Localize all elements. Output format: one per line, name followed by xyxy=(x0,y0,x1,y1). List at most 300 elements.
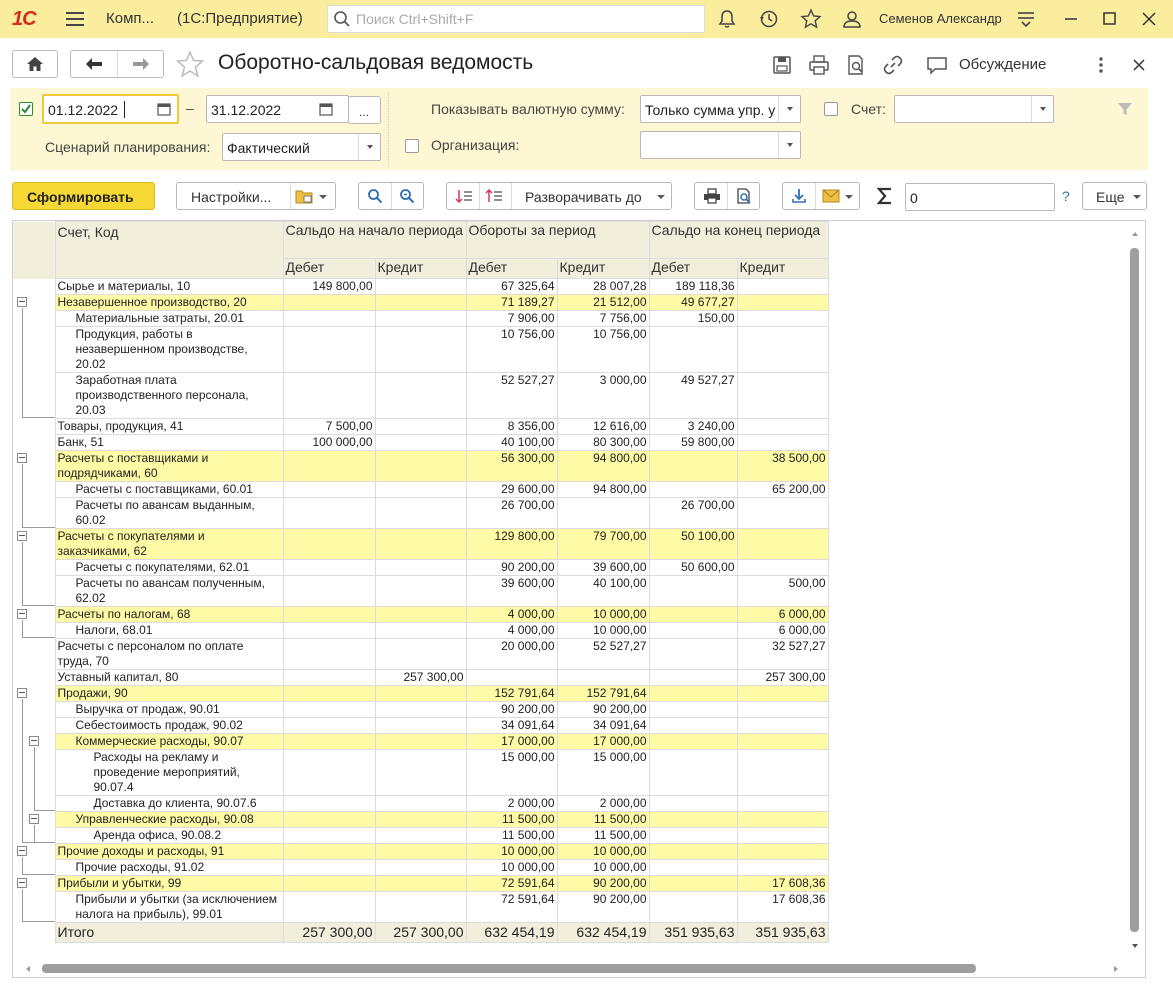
table-row[interactable] xyxy=(13,560,828,576)
bell-icon[interactable] xyxy=(716,8,738,30)
collapse-group-icon[interactable] xyxy=(17,846,27,856)
calendar-icon[interactable] xyxy=(319,102,333,116)
maximize-icon[interactable] xyxy=(1099,8,1121,30)
account-name-cell[interactable]: Прочие расходы, 91.02 xyxy=(55,860,283,876)
account-name-cell[interactable]: Заработная плата производственного персонала, 20.03 xyxy=(55,373,283,419)
forward-button[interactable] xyxy=(118,51,164,77)
amount-cell[interactable]: 49 527,27 xyxy=(649,373,737,419)
amount-cell[interactable] xyxy=(375,734,466,750)
amount-cell[interactable] xyxy=(283,796,375,812)
table-row[interactable] xyxy=(13,373,828,419)
amount-cell[interactable]: 500,00 xyxy=(737,576,828,607)
amount-cell[interactable] xyxy=(737,295,828,311)
chevron-down-icon[interactable] xyxy=(358,134,380,160)
account-name-cell[interactable]: Аренда офиса, 90.08.2 xyxy=(55,828,283,844)
amount-cell[interactable]: 3 000,00 xyxy=(557,373,649,419)
amount-cell[interactable]: 80 300,00 xyxy=(557,435,649,451)
collapse-group-icon[interactable] xyxy=(17,297,27,307)
account-name-cell[interactable]: Расчеты с покупателями и заказчиками, 62 xyxy=(55,529,283,560)
amount-cell[interactable]: 152 791,64 xyxy=(557,686,649,702)
amount-cell[interactable] xyxy=(649,828,737,844)
user-name[interactable]: Семенов Александр xyxy=(879,11,1002,26)
table-row[interactable] xyxy=(13,311,828,327)
favorite-star-icon[interactable] xyxy=(175,50,205,78)
organization-select[interactable] xyxy=(640,131,801,159)
amount-cell[interactable]: 94 800,00 xyxy=(557,482,649,498)
amount-cell[interactable]: 72 591,64 xyxy=(466,876,557,892)
email-icon[interactable] xyxy=(822,189,840,203)
find-next-icon[interactable] xyxy=(399,188,415,204)
amount-cell[interactable] xyxy=(737,529,828,560)
amount-cell[interactable]: 189 118,36 xyxy=(649,279,737,295)
account-name-cell[interactable]: Расчеты с поставщиками, 60.01 xyxy=(55,482,283,498)
amount-cell[interactable] xyxy=(375,812,466,828)
amount-cell[interactable]: 11 500,00 xyxy=(557,828,649,844)
date-to-field[interactable] xyxy=(206,95,349,123)
account-name-cell[interactable]: Доставка до клиента, 90.07.6 xyxy=(55,796,283,812)
table-row[interactable] xyxy=(13,796,828,812)
amount-cell[interactable] xyxy=(283,560,375,576)
amount-cell[interactable]: 10 000,00 xyxy=(557,860,649,876)
amount-cell[interactable] xyxy=(283,734,375,750)
account-name-cell[interactable]: Продажи, 90 xyxy=(55,686,283,702)
amount-cell[interactable]: 52 527,27 xyxy=(466,373,557,419)
amount-cell[interactable]: 72 591,64 xyxy=(466,892,557,923)
account-name-cell[interactable]: Товары, продукция, 41 xyxy=(55,419,283,435)
amount-cell[interactable]: 4 000,00 xyxy=(466,607,557,623)
collapse-group-icon[interactable] xyxy=(17,878,27,888)
main-menu-icon[interactable] xyxy=(64,8,86,30)
amount-cell[interactable] xyxy=(375,702,466,718)
account-name-cell[interactable]: Расчеты с персоналом по оплате труда, 70 xyxy=(55,639,283,670)
account-name-cell[interactable]: Сырье и материалы, 10 xyxy=(55,279,283,295)
account-name-cell[interactable]: Расчеты по авансам выданным, 60.02 xyxy=(55,498,283,529)
amount-cell[interactable]: 11 500,00 xyxy=(466,828,557,844)
amount-cell[interactable]: 8 356,00 xyxy=(466,419,557,435)
table-row[interactable] xyxy=(13,576,828,607)
collapse-group-icon[interactable] xyxy=(29,736,39,746)
amount-cell[interactable] xyxy=(283,639,375,670)
amount-cell[interactable] xyxy=(283,529,375,560)
account-name-cell[interactable]: Расчеты по налогам, 68 xyxy=(55,607,283,623)
find-icon[interactable] xyxy=(367,188,383,204)
amount-cell[interactable]: 49 677,27 xyxy=(649,295,737,311)
amount-cell[interactable] xyxy=(283,670,375,686)
table-row[interactable] xyxy=(13,734,828,750)
date-from-field[interactable] xyxy=(42,94,179,124)
table-row[interactable] xyxy=(13,670,828,686)
download-icon[interactable] xyxy=(791,188,807,204)
amount-cell[interactable] xyxy=(375,373,466,419)
amount-cell[interactable]: 21 512,00 xyxy=(557,295,649,311)
amount-cell[interactable] xyxy=(649,702,737,718)
amount-cell[interactable] xyxy=(283,876,375,892)
amount-cell[interactable] xyxy=(375,718,466,734)
amount-cell[interactable]: 17 000,00 xyxy=(466,734,557,750)
account-name-cell[interactable]: Незавершенное производство, 20 xyxy=(55,295,283,311)
account-name-cell[interactable]: Коммерческие расходы, 90.07 xyxy=(55,734,283,750)
help-link[interactable]: ? xyxy=(1062,188,1070,204)
account-name-cell[interactable]: Прибыли и убытки, 99 xyxy=(55,876,283,892)
settings-menu-icon[interactable] xyxy=(1015,8,1037,30)
amount-cell[interactable] xyxy=(375,686,466,702)
amount-cell[interactable]: 39 600,00 xyxy=(557,560,649,576)
amount-cell[interactable]: 11 500,00 xyxy=(466,812,557,828)
scroll-left-icon[interactable] xyxy=(24,964,32,974)
amount-cell[interactable]: 129 800,00 xyxy=(466,529,557,560)
amount-cell[interactable]: 149 800,00 xyxy=(283,279,375,295)
collapse-group-icon[interactable] xyxy=(17,688,27,698)
amount-cell[interactable] xyxy=(375,750,466,796)
search-input[interactable] xyxy=(354,9,694,29)
account-name-cell[interactable]: Выручка от продаж, 90.01 xyxy=(55,702,283,718)
amount-cell[interactable] xyxy=(649,734,737,750)
scroll-down-icon[interactable] xyxy=(1130,942,1140,950)
amount-cell[interactable]: 10 000,00 xyxy=(466,860,557,876)
amount-cell[interactable] xyxy=(737,796,828,812)
chevron-down-icon[interactable] xyxy=(657,195,665,203)
amount-cell[interactable]: 90 200,00 xyxy=(557,892,649,923)
amount-cell[interactable]: 65 200,00 xyxy=(737,482,828,498)
amount-cell[interactable] xyxy=(375,828,466,844)
table-row[interactable] xyxy=(13,750,828,796)
amount-cell[interactable] xyxy=(375,576,466,607)
amount-cell[interactable] xyxy=(737,498,828,529)
amount-cell[interactable] xyxy=(737,419,828,435)
amount-cell[interactable] xyxy=(375,560,466,576)
chevron-down-icon[interactable] xyxy=(845,195,853,203)
amount-cell[interactable] xyxy=(649,796,737,812)
amount-cell[interactable]: 20 000,00 xyxy=(466,639,557,670)
scroll-right-icon[interactable] xyxy=(1112,964,1120,974)
amount-cell[interactable] xyxy=(737,560,828,576)
amount-cell[interactable] xyxy=(737,279,828,295)
account-checkbox[interactable] xyxy=(824,102,838,116)
amount-cell[interactable] xyxy=(375,639,466,670)
amount-cell[interactable]: 100 000,00 xyxy=(283,435,375,451)
amount-cell[interactable] xyxy=(557,498,649,529)
amount-cell[interactable]: 38 500,00 xyxy=(737,451,828,482)
amount-cell[interactable] xyxy=(375,607,466,623)
amount-cell[interactable] xyxy=(283,702,375,718)
amount-cell[interactable]: 11 500,00 xyxy=(557,812,649,828)
amount-cell[interactable]: 152 791,64 xyxy=(466,686,557,702)
amount-cell[interactable]: 257 300,00 xyxy=(737,670,828,686)
amount-cell[interactable] xyxy=(375,623,466,639)
amount-cell[interactable]: 10 756,00 xyxy=(466,327,557,373)
amount-cell[interactable] xyxy=(649,482,737,498)
amount-cell[interactable] xyxy=(557,670,649,686)
amount-cell[interactable] xyxy=(283,311,375,327)
amount-cell[interactable] xyxy=(375,451,466,482)
amount-cell[interactable]: 150,00 xyxy=(649,311,737,327)
amount-cell[interactable] xyxy=(283,623,375,639)
amount-cell[interactable]: 2 000,00 xyxy=(466,796,557,812)
amount-cell[interactable]: 34 091,64 xyxy=(557,718,649,734)
discussion-icon[interactable] xyxy=(926,54,948,76)
amount-cell[interactable]: 50 100,00 xyxy=(649,529,737,560)
print-icon[interactable] xyxy=(808,54,830,76)
table-row[interactable] xyxy=(13,892,828,923)
amount-cell[interactable] xyxy=(649,812,737,828)
amount-cell[interactable]: 6 000,00 xyxy=(737,607,828,623)
scenario-select[interactable] xyxy=(222,133,381,161)
chevron-down-icon[interactable] xyxy=(1031,96,1053,122)
account-name-cell[interactable]: Прибыли и убытки (за исключением налога на прибыль), 99.01 xyxy=(55,892,283,923)
filter-icon[interactable] xyxy=(1117,101,1133,117)
home-button[interactable] xyxy=(12,50,58,78)
amount-cell[interactable] xyxy=(737,812,828,828)
amount-cell[interactable]: 59 800,00 xyxy=(649,435,737,451)
expand-groups-icon[interactable] xyxy=(485,188,503,204)
amount-cell[interactable] xyxy=(283,860,375,876)
amount-cell[interactable] xyxy=(737,750,828,796)
more-button[interactable] xyxy=(1082,182,1147,210)
amount-cell[interactable]: 10 000,00 xyxy=(466,844,557,860)
account-name-cell[interactable]: Налоги, 68.01 xyxy=(55,623,283,639)
amount-cell[interactable] xyxy=(375,892,466,923)
amount-cell[interactable] xyxy=(649,451,737,482)
account-name-cell[interactable]: Расходы на рекламу и проведение мероприятий, 90.07.4 xyxy=(55,750,283,796)
print-preview-icon[interactable] xyxy=(845,54,867,76)
amount-cell[interactable]: 17 608,36 xyxy=(737,876,828,892)
account-name-cell[interactable]: Прочие доходы и расходы, 91 xyxy=(55,844,283,860)
print-icon[interactable] xyxy=(703,188,721,204)
amount-cell[interactable] xyxy=(375,876,466,892)
table-row[interactable] xyxy=(13,482,828,498)
amount-cell[interactable] xyxy=(737,718,828,734)
amount-cell[interactable]: 3 240,00 xyxy=(649,419,737,435)
close-window-icon[interactable] xyxy=(1138,8,1160,30)
account-name-cell[interactable]: Уставный капитал, 80 xyxy=(55,670,283,686)
amount-cell[interactable] xyxy=(737,844,828,860)
amount-cell[interactable] xyxy=(283,451,375,482)
amount-cell[interactable] xyxy=(283,718,375,734)
horizontal-scrollbar[interactable] xyxy=(42,964,976,973)
amount-cell[interactable]: 32 527,27 xyxy=(737,639,828,670)
amount-cell[interactable] xyxy=(649,686,737,702)
amount-cell[interactable] xyxy=(375,295,466,311)
amount-cell[interactable]: 10 756,00 xyxy=(557,327,649,373)
amount-cell[interactable] xyxy=(375,860,466,876)
amount-cell[interactable] xyxy=(375,498,466,529)
amount-cell[interactable] xyxy=(375,327,466,373)
amount-cell[interactable]: 6 000,00 xyxy=(737,623,828,639)
sum-field[interactable] xyxy=(905,183,1055,211)
amount-cell[interactable]: 7 500,00 xyxy=(283,419,375,435)
collapse-groups-icon[interactable] xyxy=(455,188,473,204)
table-row[interactable] xyxy=(13,828,828,844)
amount-cell[interactable] xyxy=(737,734,828,750)
chevron-down-icon[interactable] xyxy=(778,132,800,158)
amount-cell[interactable]: 10 000,00 xyxy=(557,623,649,639)
amount-cell[interactable]: 71 189,27 xyxy=(466,295,557,311)
chevron-down-icon[interactable] xyxy=(778,96,800,122)
calendar-icon[interactable] xyxy=(157,102,171,116)
table-row[interactable] xyxy=(13,419,828,435)
amount-cell[interactable] xyxy=(737,373,828,419)
amount-cell[interactable] xyxy=(649,718,737,734)
amount-cell[interactable] xyxy=(649,623,737,639)
amount-cell[interactable] xyxy=(375,311,466,327)
table-row[interactable] xyxy=(13,607,828,623)
account-name-cell[interactable]: Управленческие расходы, 90.08 xyxy=(55,812,283,828)
account-name-cell[interactable]: Банк, 51 xyxy=(55,435,283,451)
amount-cell[interactable]: 10 000,00 xyxy=(557,844,649,860)
amount-cell[interactable] xyxy=(375,796,466,812)
amount-cell[interactable]: 94 800,00 xyxy=(557,451,649,482)
amount-cell[interactable]: 12 616,00 xyxy=(557,419,649,435)
table-row[interactable] xyxy=(13,718,828,734)
amount-cell[interactable]: 90 200,00 xyxy=(466,702,557,718)
amount-cell[interactable] xyxy=(375,279,466,295)
collapse-group-icon[interactable] xyxy=(29,814,39,824)
amount-cell[interactable] xyxy=(649,327,737,373)
amount-cell[interactable]: 90 200,00 xyxy=(557,702,649,718)
amount-cell[interactable] xyxy=(649,860,737,876)
collapse-group-icon[interactable] xyxy=(17,531,27,541)
amount-cell[interactable]: 56 300,00 xyxy=(466,451,557,482)
amount-cell[interactable]: 17 608,36 xyxy=(737,892,828,923)
amount-cell[interactable] xyxy=(466,670,557,686)
currency-select[interactable] xyxy=(640,95,801,123)
table-row[interactable] xyxy=(13,639,828,670)
amount-cell[interactable] xyxy=(649,607,737,623)
table-row[interactable] xyxy=(13,498,828,529)
amount-cell[interactable] xyxy=(737,311,828,327)
amount-cell[interactable]: 7 756,00 xyxy=(557,311,649,327)
amount-cell[interactable] xyxy=(737,327,828,373)
amount-cell[interactable] xyxy=(283,576,375,607)
generate-button[interactable] xyxy=(12,182,155,210)
amount-cell[interactable] xyxy=(283,327,375,373)
user-icon[interactable] xyxy=(842,8,864,30)
amount-cell[interactable] xyxy=(283,892,375,923)
amount-cell[interactable] xyxy=(649,876,737,892)
link-icon[interactable] xyxy=(882,54,904,76)
table-row[interactable] xyxy=(13,686,828,702)
global-search[interactable] xyxy=(327,5,705,33)
amount-cell[interactable] xyxy=(649,670,737,686)
collapse-group-icon[interactable] xyxy=(17,609,27,619)
account-select[interactable] xyxy=(894,95,1054,123)
close-form-icon[interactable] xyxy=(1128,54,1150,76)
amount-cell[interactable] xyxy=(375,529,466,560)
amount-cell[interactable] xyxy=(649,750,737,796)
amount-cell[interactable] xyxy=(283,373,375,419)
account-name-cell[interactable]: Продукция, работы в незавершенном производстве, 20.02 xyxy=(55,327,283,373)
amount-cell[interactable]: 90 200,00 xyxy=(466,560,557,576)
save-icon[interactable] xyxy=(771,54,793,76)
amount-cell[interactable]: 50 600,00 xyxy=(649,560,737,576)
table-row[interactable] xyxy=(13,279,828,295)
account-name-cell[interactable]: Материальные затраты, 20.01 xyxy=(55,311,283,327)
amount-cell[interactable] xyxy=(649,844,737,860)
back-button[interactable] xyxy=(71,51,118,77)
account-name-cell[interactable]: Расчеты с покупателями, 62.01 xyxy=(55,560,283,576)
favorites-star-icon[interactable] xyxy=(800,8,822,30)
table-row[interactable] xyxy=(13,876,828,892)
account-name-cell[interactable]: Расчеты по авансам полученным, 62.02 xyxy=(55,576,283,607)
amount-cell[interactable]: 29 600,00 xyxy=(466,482,557,498)
amount-cell[interactable]: 90 200,00 xyxy=(557,876,649,892)
table-row[interactable] xyxy=(13,451,828,482)
expand-to-button[interactable]: Разворачивать до xyxy=(525,189,642,205)
amount-cell[interactable] xyxy=(375,435,466,451)
table-row[interactable] xyxy=(13,860,828,876)
table-row[interactable] xyxy=(13,812,828,828)
amount-cell[interactable] xyxy=(375,482,466,498)
amount-cell[interactable]: 67 325,64 xyxy=(466,279,557,295)
collapse-group-icon[interactable] xyxy=(17,453,27,463)
table-row[interactable] xyxy=(13,529,828,560)
amount-cell[interactable]: 28 007,28 xyxy=(557,279,649,295)
variant-folder-icon[interactable] xyxy=(295,188,313,204)
table-row[interactable] xyxy=(13,844,828,860)
scroll-up-icon[interactable] xyxy=(1130,230,1140,238)
table-row[interactable] xyxy=(13,435,828,451)
organization-checkbox[interactable] xyxy=(405,139,419,153)
amount-cell[interactable] xyxy=(283,828,375,844)
amount-cell[interactable]: 26 700,00 xyxy=(466,498,557,529)
more-vertical-icon[interactable] xyxy=(1090,54,1112,76)
settings-button[interactable]: Настройки... xyxy=(191,189,272,205)
amount-cell[interactable] xyxy=(283,498,375,529)
amount-cell[interactable]: 15 000,00 xyxy=(557,750,649,796)
account-name-cell[interactable]: Себестоимость продаж, 90.02 xyxy=(55,718,283,734)
amount-cell[interactable] xyxy=(737,860,828,876)
minimize-icon[interactable] xyxy=(1060,8,1082,30)
amount-cell[interactable]: 4 000,00 xyxy=(466,623,557,639)
chevron-down-icon[interactable] xyxy=(319,195,327,203)
amount-cell[interactable] xyxy=(737,828,828,844)
amount-cell[interactable] xyxy=(283,750,375,796)
amount-cell[interactable] xyxy=(283,482,375,498)
table-row[interactable] xyxy=(13,623,828,639)
amount-cell[interactable] xyxy=(283,607,375,623)
period-checkbox[interactable] xyxy=(19,102,33,116)
1c-logo-icon[interactable]: 1С xyxy=(12,8,36,30)
amount-cell[interactable]: 52 527,27 xyxy=(557,639,649,670)
amount-cell[interactable] xyxy=(737,435,828,451)
amount-cell[interactable] xyxy=(649,576,737,607)
amount-cell[interactable]: 257 300,00 xyxy=(375,670,466,686)
table-row[interactable] xyxy=(13,327,828,373)
amount-cell[interactable]: 15 000,00 xyxy=(466,750,557,796)
amount-cell[interactable]: 7 906,00 xyxy=(466,311,557,327)
account-name-cell[interactable]: Расчеты с поставщиками и подрядчиками, 60 xyxy=(55,451,283,482)
amount-cell[interactable]: 34 091,64 xyxy=(466,718,557,734)
table-row[interactable] xyxy=(13,295,828,311)
amount-cell[interactable] xyxy=(737,702,828,718)
amount-cell[interactable] xyxy=(375,419,466,435)
history-icon[interactable] xyxy=(758,8,780,30)
amount-cell[interactable] xyxy=(649,639,737,670)
amount-cell[interactable] xyxy=(737,686,828,702)
amount-cell[interactable]: 79 700,00 xyxy=(557,529,649,560)
amount-cell[interactable]: 2 000,00 xyxy=(557,796,649,812)
amount-cell[interactable]: 26 700,00 xyxy=(649,498,737,529)
amount-cell[interactable]: 17 000,00 xyxy=(557,734,649,750)
table-row[interactable] xyxy=(13,702,828,718)
amount-cell[interactable] xyxy=(283,295,375,311)
amount-cell[interactable] xyxy=(649,892,737,923)
amount-cell[interactable]: 40 100,00 xyxy=(466,435,557,451)
print-preview-icon[interactable] xyxy=(735,188,753,204)
amount-cell[interactable]: 40 100,00 xyxy=(557,576,649,607)
amount-cell[interactable]: 10 000,00 xyxy=(557,607,649,623)
amount-cell[interactable] xyxy=(375,844,466,860)
